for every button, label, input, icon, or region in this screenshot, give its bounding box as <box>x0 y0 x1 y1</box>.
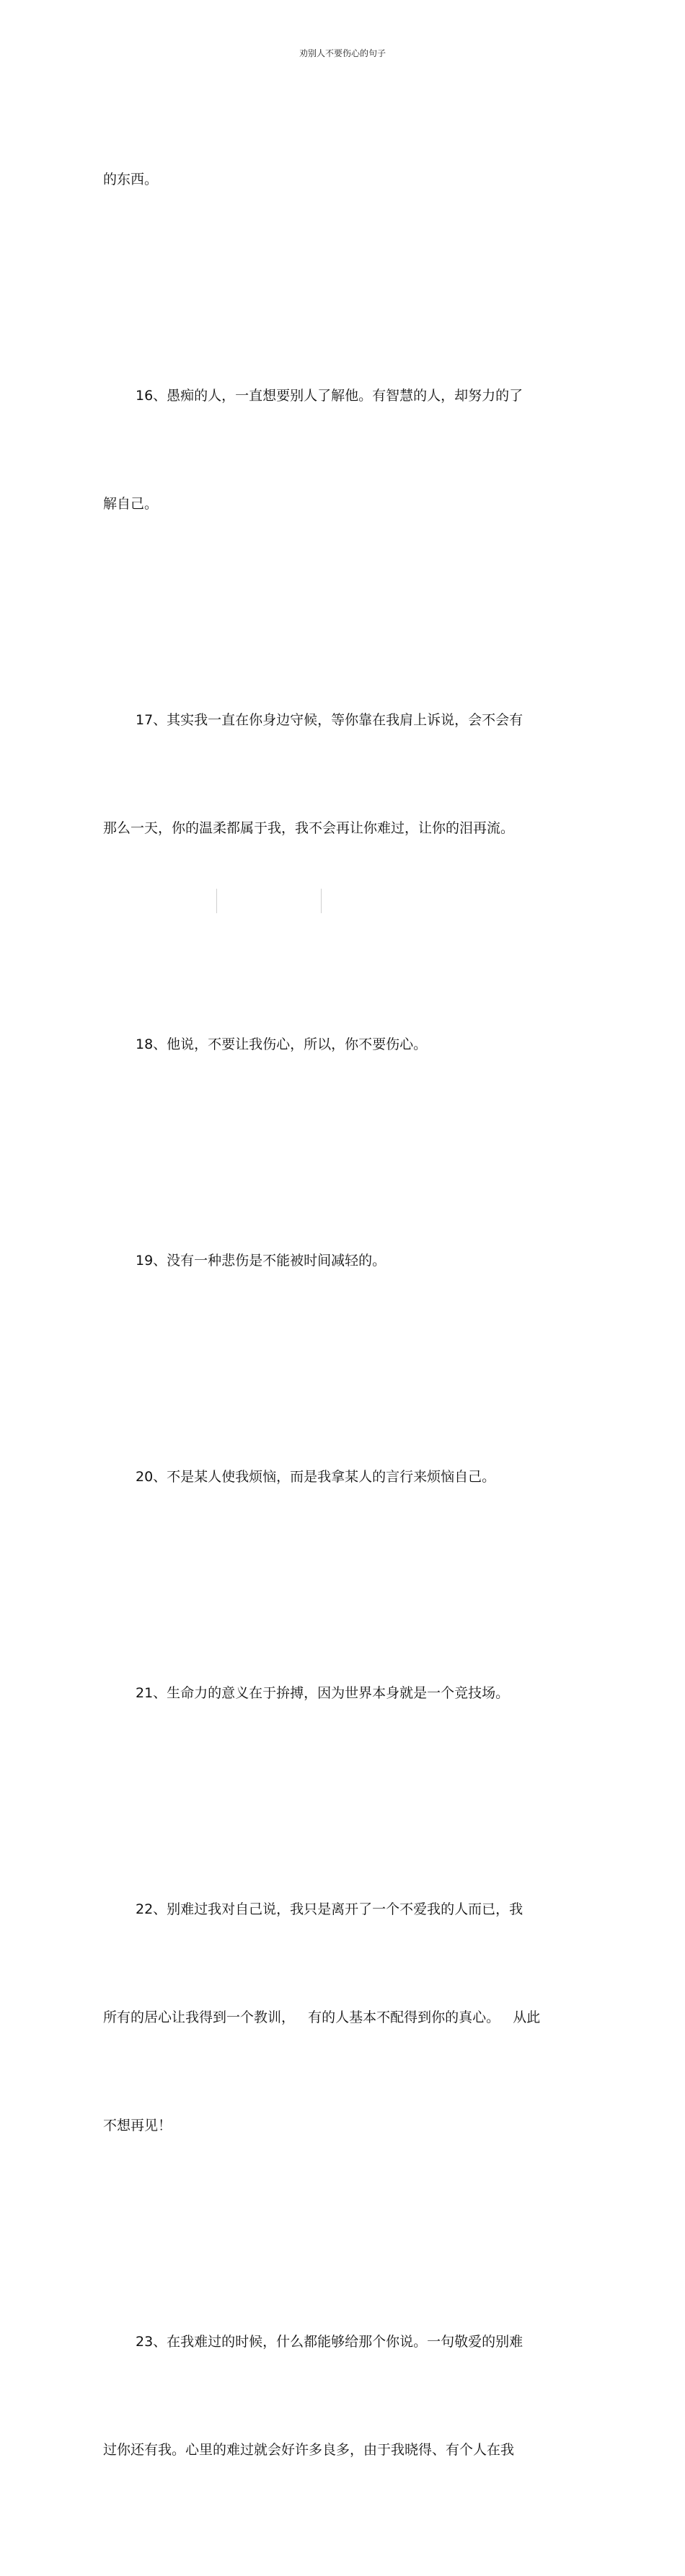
text-line: 解自己。 <box>103 496 159 512</box>
page-header-title: 劝别人不要伤心的句子 <box>299 48 386 58</box>
paragraph-16 <box>103 306 583 594</box>
text-line: 16、愚痴的人，一直想要别人了解他。有智慧的人，却努力的了 <box>136 388 523 404</box>
text-line: 过你还有我。心里的难过就会好许多良多，由于我晓得、有个人在我 <box>103 2442 515 2458</box>
paragraph-17 <box>103 630 583 918</box>
footer-divider-left <box>216 889 217 913</box>
text-line: 23、在我难过的时候，什么都能够给那个你说。一句敬爱的别难 <box>136 2334 523 2350</box>
document-body <box>103 89 583 2576</box>
paragraph-18 <box>103 954 583 1134</box>
paragraph-21 <box>103 1603 583 1783</box>
text-line: 19、没有一种悲伤是不能被时间减轻的。 <box>136 1253 386 1269</box>
text-line: 20、不是某人使我烦恼，而是我拿某人的言行来烦恼自己。 <box>136 1469 496 1485</box>
footer-divider-right <box>321 889 322 913</box>
text-line: 22、别难过我对自己说，我只是离开了一个不爱我的人而已，我 <box>136 1901 523 1917</box>
text-line: 18、他说，不要让我伤心，所以，你不要伤心。 <box>136 1036 428 1052</box>
paragraph-23 <box>103 2252 583 2540</box>
text-line: 不想再见！ <box>103 2118 172 2133</box>
paragraph-continuation <box>103 89 583 270</box>
text-line: 17、其实我一直在你身边守候，等你靠在我肩上诉说，会不会有 <box>136 712 523 728</box>
text-line: 那么一天，你的温柔都属于我，我不会再让你难过，让你的泪再流。 <box>103 820 515 836</box>
text-line: 的东西。 <box>103 172 159 187</box>
paragraph-20 <box>103 1387 583 1567</box>
paragraph-19 <box>103 1171 583 1351</box>
paragraph-22 <box>103 1819 583 2216</box>
text-line: 所有的居心让我得到一个教训， 有的人基本不配得到你的真心。 从此 <box>103 2009 541 2025</box>
text-line: 21、生命力的意义在于拚搏，因为世界本身就是一个竞技场。 <box>136 1685 510 1701</box>
